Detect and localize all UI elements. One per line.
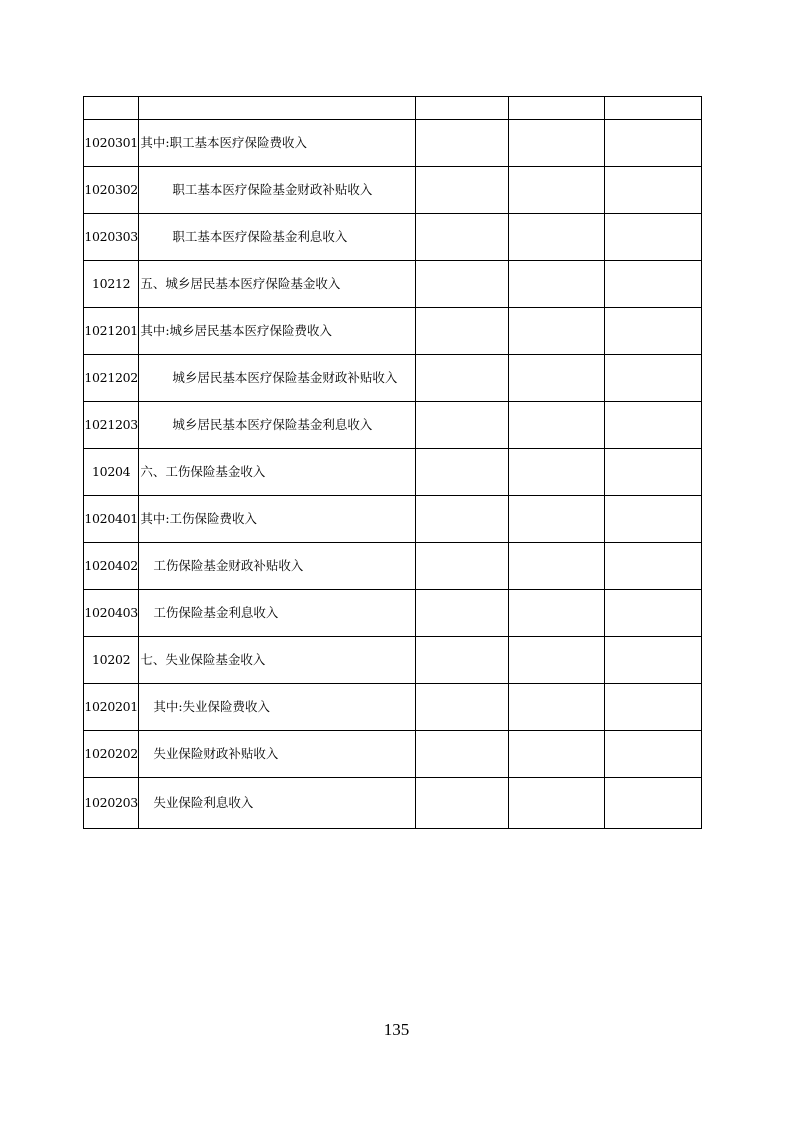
row-name-cell: 工伤保险基金财政补贴收入 — [139, 543, 416, 590]
page-number: 135 — [383, 1020, 410, 1039]
row-code-cell: 10212 — [84, 261, 139, 308]
row-value-cell-3 — [605, 308, 702, 355]
row-name-cell: 其中:职工基本医疗保险费收入 — [139, 120, 416, 167]
row-value-cell-2 — [508, 261, 605, 308]
row-value-cell-2 — [508, 778, 605, 829]
table-row — [84, 637, 702, 684]
row-name-cell: 职工基本医疗保险基金财政补贴收入 — [139, 167, 416, 214]
row-name-cell: 六、工伤保险基金收入 — [139, 449, 416, 496]
row-value-cell-3 — [605, 261, 702, 308]
row-code-cell: 1021202 — [84, 355, 139, 402]
table-body — [84, 97, 702, 829]
header-cell-name — [139, 97, 416, 120]
row-value-cell-1 — [416, 543, 509, 590]
row-name-cell: 城乡居民基本医疗保险基金财政补贴收入 — [139, 355, 416, 402]
row-value-cell-3 — [605, 637, 702, 684]
row-value-cell-1 — [416, 214, 509, 261]
row-value-cell-2 — [508, 543, 605, 590]
row-value-cell-1 — [416, 496, 509, 543]
row-value-cell-3 — [605, 543, 702, 590]
row-value-cell-2 — [508, 120, 605, 167]
row-name-cell: 五、城乡居民基本医疗保险基金收入 — [139, 261, 416, 308]
row-value-cell-3 — [605, 731, 702, 778]
row-value-cell-2 — [508, 590, 605, 637]
row-value-cell-2 — [508, 637, 605, 684]
header-cell-code — [84, 97, 139, 120]
header-cell-value-2 — [508, 97, 605, 120]
table-row — [84, 590, 702, 637]
row-name-cell: 其中:工伤保险费收入 — [139, 496, 416, 543]
row-value-cell-1 — [416, 355, 509, 402]
table-row — [84, 402, 702, 449]
row-value-cell-2 — [508, 684, 605, 731]
row-value-cell-1 — [416, 637, 509, 684]
row-value-cell-1 — [416, 778, 509, 829]
row-value-cell-1 — [416, 684, 509, 731]
row-name-cell: 其中:失业保险费收入 — [139, 684, 416, 731]
row-code-cell: 1020202 — [84, 731, 139, 778]
row-code-cell: 1020403 — [84, 590, 139, 637]
row-value-cell-2 — [508, 214, 605, 261]
table-row — [84, 449, 702, 496]
row-code-cell: 10204 — [84, 449, 139, 496]
row-code-cell: 1021203 — [84, 402, 139, 449]
row-value-cell-3 — [605, 120, 702, 167]
row-value-cell-2 — [508, 731, 605, 778]
table-row — [84, 214, 702, 261]
row-code-cell: 1020402 — [84, 543, 139, 590]
revenue-table — [83, 96, 702, 829]
row-value-cell-1 — [416, 261, 509, 308]
row-value-cell-1 — [416, 120, 509, 167]
row-value-cell-2 — [508, 496, 605, 543]
table-row — [84, 167, 702, 214]
table-row — [84, 684, 702, 731]
row-value-cell-3 — [605, 355, 702, 402]
row-value-cell-2 — [508, 308, 605, 355]
row-value-cell-2 — [508, 402, 605, 449]
row-code-cell: 1021201 — [84, 308, 139, 355]
row-code-cell: 1020203 — [84, 778, 139, 829]
row-name-cell: 职工基本医疗保险基金利息收入 — [139, 214, 416, 261]
table-row — [84, 261, 702, 308]
row-value-cell-1 — [416, 449, 509, 496]
row-value-cell-3 — [605, 590, 702, 637]
row-name-cell: 城乡居民基本医疗保险基金利息收入 — [139, 402, 416, 449]
row-value-cell-3 — [605, 684, 702, 731]
row-name-cell: 失业保险财政补贴收入 — [139, 731, 416, 778]
table-row — [84, 496, 702, 543]
row-value-cell-2 — [508, 449, 605, 496]
row-name-cell: 失业保险利息收入 — [139, 778, 416, 829]
row-value-cell-3 — [605, 449, 702, 496]
row-value-cell-3 — [605, 496, 702, 543]
table-row — [84, 308, 702, 355]
row-value-cell-3 — [605, 214, 702, 261]
table-row — [84, 120, 702, 167]
table-row — [84, 543, 702, 590]
table-row — [84, 778, 702, 829]
header-cell-value-3 — [605, 97, 702, 120]
row-value-cell-1 — [416, 731, 509, 778]
row-code-cell: 1020303 — [84, 214, 139, 261]
row-value-cell-3 — [605, 402, 702, 449]
row-value-cell-1 — [416, 402, 509, 449]
row-name-cell: 七、失业保险基金收入 — [139, 637, 416, 684]
row-code-cell: 1020302 — [84, 167, 139, 214]
table-row — [84, 355, 702, 402]
row-value-cell-2 — [508, 355, 605, 402]
row-name-cell: 其中:城乡居民基本医疗保险费收入 — [139, 308, 416, 355]
table-header-row — [84, 97, 702, 120]
row-code-cell: 1020301 — [84, 120, 139, 167]
row-value-cell-3 — [605, 778, 702, 829]
header-cell-value-1 — [416, 97, 509, 120]
row-value-cell-3 — [605, 167, 702, 214]
row-value-cell-1 — [416, 308, 509, 355]
row-code-cell: 1020201 — [84, 684, 139, 731]
row-code-cell: 10202 — [84, 637, 139, 684]
row-value-cell-1 — [416, 167, 509, 214]
row-value-cell-1 — [416, 590, 509, 637]
row-name-cell: 工伤保险基金利息收入 — [139, 590, 416, 637]
table-row — [84, 731, 702, 778]
row-value-cell-2 — [508, 167, 605, 214]
row-code-cell: 1020401 — [84, 496, 139, 543]
